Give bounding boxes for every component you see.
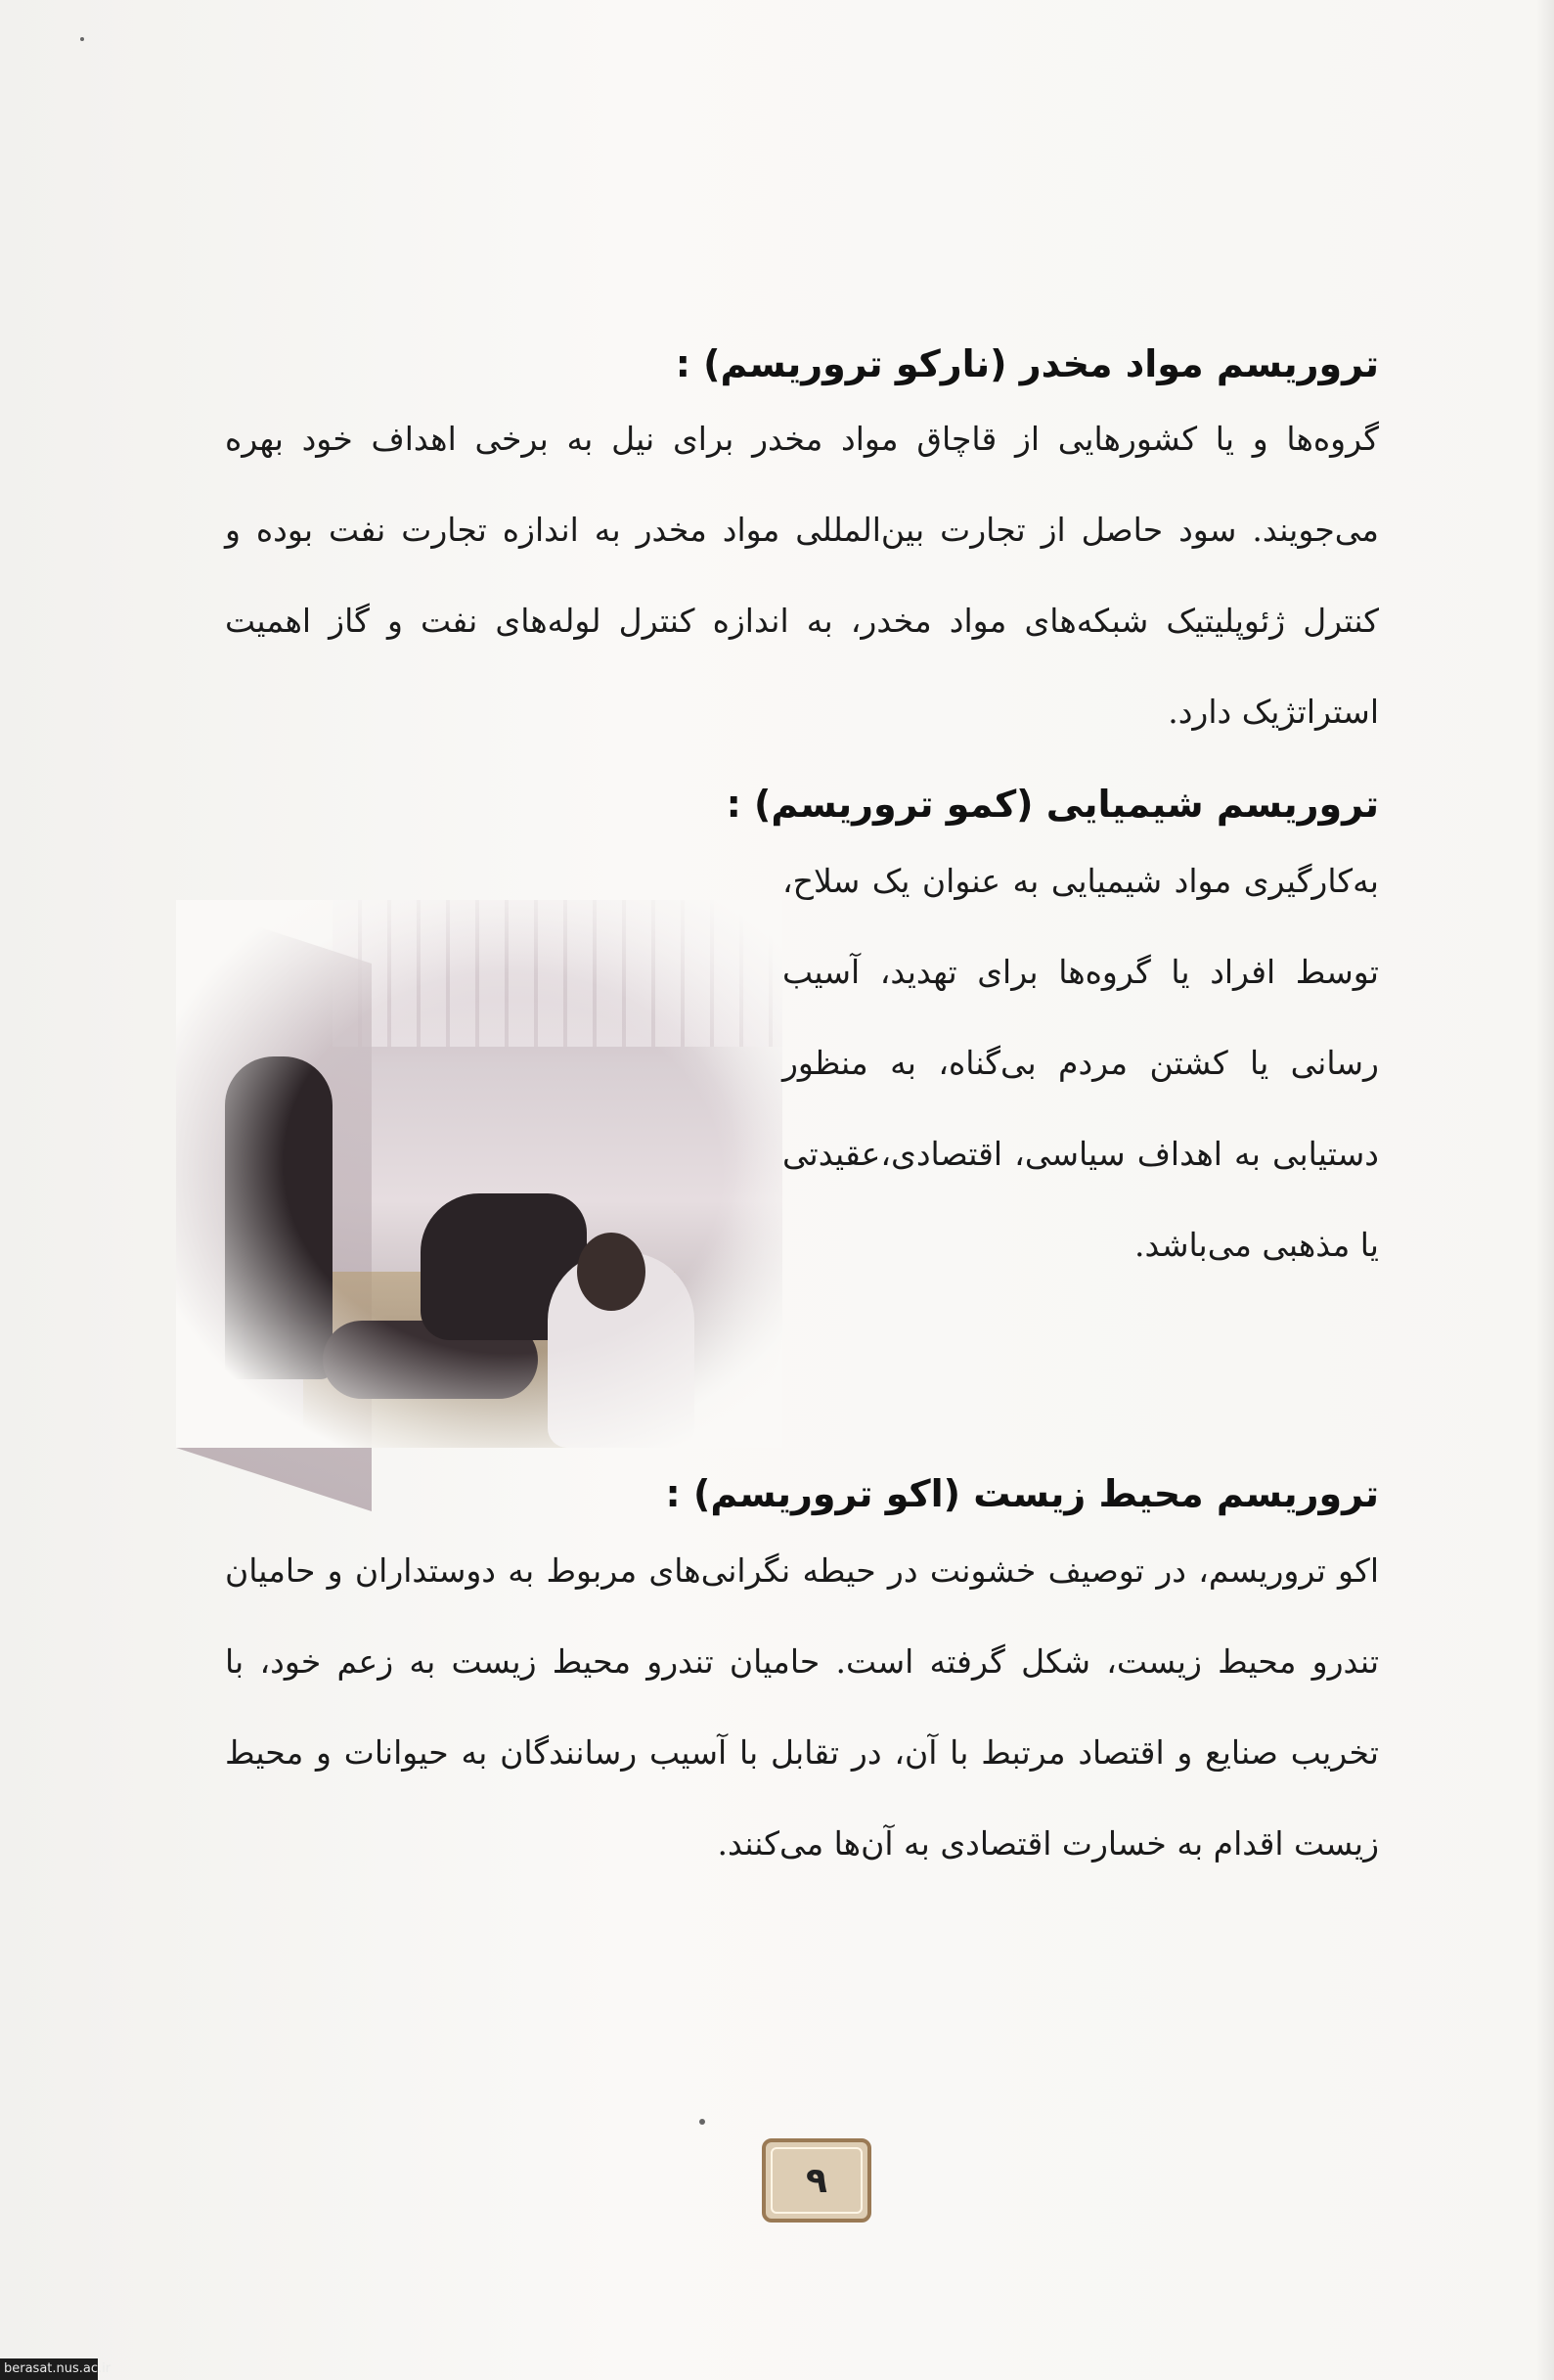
section-paragraph: اکو تروریسم، در توصیف خشونت در حیطه نگرانی‌های مربوط به دوستداران و حامیان تندرو محیط زیست، شکل گرفته است. حامیان تندرو محیط زیست به زعم خود، با تخریب صنایع و اقتصاد مرتبط با آن، در تقابل با آسیب رسانندگان به حیوانات و محیط زیست اقدام به خسارت اقتصادی به آن‌ها می‌کنند. — [225, 1551, 1379, 1863]
eco-terrorism-section — [225, 1472, 1379, 1889]
print-speck — [80, 37, 84, 41]
section-paragraph: گروه‌ها و یا کشورهایی از قاچاق مواد مخدر برای نیل به برخی اهداف خود بهره می‌جویند. سود حاصل از تجارت بین‌المللی مواد مخدر به اندازه تجارت نفت بوده و کنترل ژئوپلیتیک شبکه‌های مواد مخدر، به اندازه کنترل لوله‌های نفت و گاز اهمیت استراتژیک دارد. — [225, 420, 1379, 731]
page-number-badge — [762, 2138, 871, 2223]
section-heading: تروریسم مواد مخدر (نارکو تروریسم) : — [675, 342, 1379, 385]
watermark-url: berasat.nus.ac.ir — [0, 2358, 98, 2380]
print-speck — [699, 2119, 705, 2125]
section-heading: تروریسم محیط زیست (اکو تروریسم) : — [665, 1472, 1379, 1515]
page-number: ۹ — [771, 2147, 863, 2214]
section-paragraph: به‌کارگیری مواد شیمیایی به عنوان یک سلاح، توسط افراد یا گروه‌ها برای تهدید، آسیب رسانی یا کشتن مردم بی‌گناه، به منظور دستیابی به اهداف سیاسی، اقتصادی،عقیدتی یا مذهبی می‌باشد. — [782, 862, 1379, 1264]
narco-terrorism-section — [225, 342, 1379, 757]
section-heading: تروریسم شیمیایی (کمو تروریسم) : — [726, 783, 1379, 826]
chemical-terrorism-section — [196, 783, 1379, 1409]
page-spine-shadow — [1536, 0, 1554, 2380]
